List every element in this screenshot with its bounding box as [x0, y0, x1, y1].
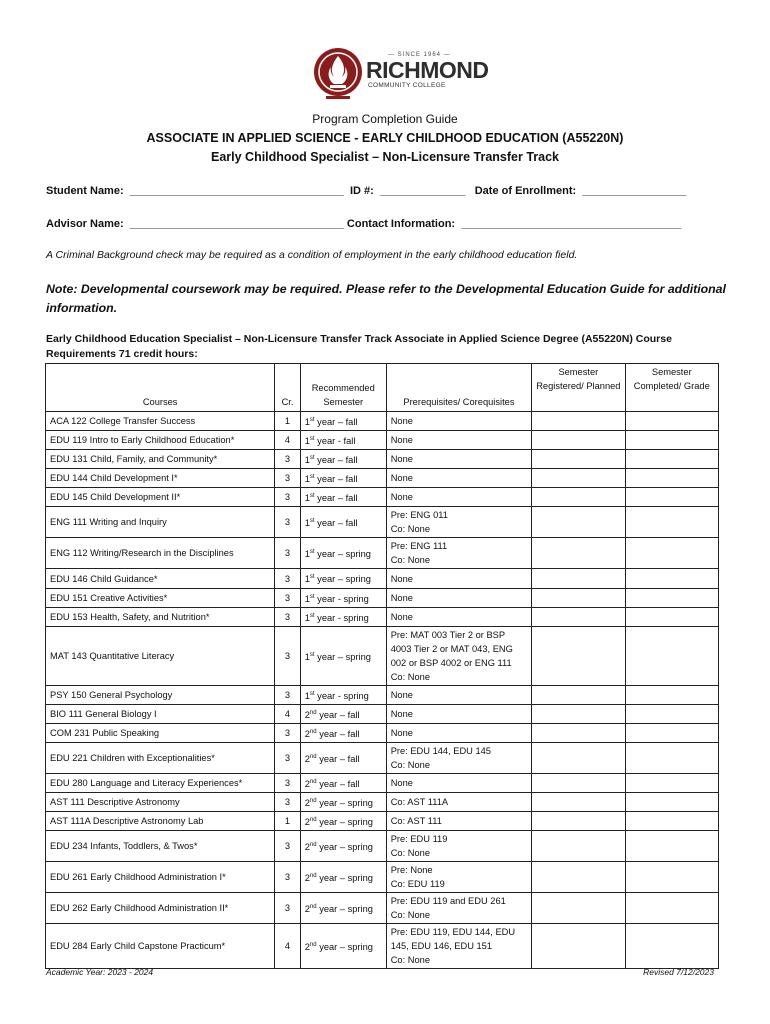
table-row: [46, 588, 719, 607]
year-number: 2: [304, 729, 310, 740]
table-row: [46, 831, 719, 862]
course-name: EDU 280 Language and Literacy Experiences*: [46, 774, 275, 793]
semester-registered-cell[interactable]: [532, 812, 625, 831]
year-suffix: st: [309, 493, 315, 500]
credit-hours: 3: [275, 488, 300, 507]
year-number: 1: [304, 651, 310, 662]
term-text: year – fall: [316, 729, 360, 740]
year-suffix: nd: [309, 728, 317, 735]
table-row: [46, 704, 719, 723]
semester-registered-cell[interactable]: [532, 607, 625, 626]
year-number: 2: [304, 779, 310, 790]
table-row: [46, 569, 719, 588]
semester-completed-cell[interactable]: [625, 704, 718, 723]
prerequisites: None: [386, 723, 531, 742]
prerequisites: None: [386, 412, 531, 431]
year-suffix: st: [309, 690, 315, 697]
table-row: [46, 812, 719, 831]
term-text: year – spring: [316, 904, 373, 915]
semester-completed-cell[interactable]: [625, 412, 718, 431]
semester-registered-cell[interactable]: [532, 862, 625, 893]
credit-hours: 3: [275, 862, 300, 893]
course-name: PSY 150 General Psychology: [46, 685, 275, 704]
semester-registered-cell[interactable]: [532, 774, 625, 793]
prerequisites: None: [386, 607, 531, 626]
recommended-semester: [300, 431, 386, 450]
table-row: [46, 743, 719, 774]
prerequisites: None: [386, 488, 531, 507]
semester-registered-cell[interactable]: [532, 924, 625, 969]
requirements-heading: Early Childhood Education Specialist – Non-Licensure Transfer Track Associate in Applied Science Degree (A55220N) Course Requirements 71 credit hours:: [46, 333, 672, 360]
semester-completed-cell[interactable]: [625, 626, 718, 685]
semester-registered-cell[interactable]: [532, 412, 625, 431]
term-text: year – fall: [314, 417, 358, 428]
term-text: year - fall: [314, 436, 356, 447]
guide-label: Program Completion Guide: [312, 112, 458, 126]
semester-registered-cell[interactable]: [532, 588, 625, 607]
table-row: [46, 893, 719, 924]
course-name: EDU 262 Early Childhood Administration II*: [46, 893, 275, 924]
semester-registered-cell[interactable]: [532, 685, 625, 704]
term-text: year – spring: [316, 842, 373, 853]
course-name: EDU 119 Intro to Early Childhood Education*: [46, 431, 275, 450]
prerequisites: Pre: EDU 119, EDU 144, EDU 145, EDU 146, EDU 151 Co: None: [386, 924, 531, 969]
prerequisites: Pre: EDU 119 and EDU 261 Co: None: [386, 893, 531, 924]
course-name: EDU 146 Child Guidance*: [46, 569, 275, 588]
year-number: 1: [304, 436, 310, 447]
credit-hours: 3: [275, 793, 300, 812]
course-name: EDU 284 Early Child Capstone Practicum*: [46, 924, 275, 969]
semester-registered-cell[interactable]: [532, 507, 625, 538]
term-text: year - spring: [314, 690, 369, 701]
course-name: EDU 261 Early Childhood Administration I*: [46, 862, 275, 893]
recommended-semester: [300, 626, 386, 685]
recommended-semester: [300, 774, 386, 793]
course-name: ENG 112 Writing/Research in the Disciplines: [46, 538, 275, 569]
year-suffix: st: [309, 549, 315, 556]
year-suffix: st: [309, 518, 315, 525]
table-row: [46, 685, 719, 704]
credit-hours: 3: [275, 450, 300, 469]
year-suffix: nd: [309, 779, 317, 786]
logo-subtitle: COMMUNITY COLLEGE: [368, 82, 446, 89]
semester-completed-cell[interactable]: [625, 893, 718, 924]
semester-completed-cell[interactable]: [625, 862, 718, 893]
prerequisites: None: [386, 588, 531, 607]
semester-completed-cell[interactable]: [625, 431, 718, 450]
semester-completed-cell[interactable]: [625, 924, 718, 969]
year-number: 1: [304, 518, 310, 529]
credit-hours: 3: [275, 538, 300, 569]
table-row: [46, 412, 719, 431]
credit-hours: 3: [275, 723, 300, 742]
semester-completed-cell[interactable]: [625, 538, 718, 569]
table-row: [46, 431, 719, 450]
semester-completed-cell[interactable]: [625, 831, 718, 862]
year-suffix: nd: [309, 817, 317, 824]
table-row: [46, 538, 719, 569]
term-text: year – spring: [316, 942, 373, 953]
semester-completed-cell[interactable]: [625, 507, 718, 538]
semester-registered-cell[interactable]: [532, 538, 625, 569]
semester-completed-cell[interactable]: [625, 588, 718, 607]
student-info-line[interactable]: Student Name: ___________________________________ ID #: ______________ Date of Enrollment: _________________: [46, 185, 687, 197]
credit-hours: 3: [275, 569, 300, 588]
year-suffix: st: [309, 651, 315, 658]
recommended-semester: [300, 723, 386, 742]
prerequisites: Pre: MAT 003 Tier 2 or BSP 4003 Tier 2 or MAT 043, ENG 002 or BSP 4002 or ENG 111 Co: None: [386, 626, 531, 685]
term-text: year – fall: [314, 518, 358, 529]
recommended-semester: [300, 569, 386, 588]
course-table: [45, 363, 719, 969]
recommended-semester: [300, 538, 386, 569]
term-text: year – fall: [316, 709, 360, 720]
header-completed: Semester Completed/ Grade: [625, 364, 718, 412]
year-number: 2: [304, 754, 310, 765]
table-row: [46, 607, 719, 626]
developmental-note: Note: Developmental coursework may be required. Please refer to the Developmental Education Guide for additional information.: [46, 282, 726, 315]
course-name: EDU 144 Child Development I*: [46, 469, 275, 488]
prerequisites: None: [386, 431, 531, 450]
recommended-semester: [300, 831, 386, 862]
logo-since-text: — SINCE 1964 —: [388, 52, 451, 58]
year-suffix: nd: [309, 842, 317, 849]
header-semester: Recommended Semester: [300, 364, 386, 412]
year-number: 2: [304, 942, 310, 953]
header-prereq: Prerequisites/ Corequisites: [386, 364, 531, 412]
year-suffix: st: [309, 612, 315, 619]
year-number: 1: [304, 455, 310, 466]
recommended-semester: [300, 862, 386, 893]
year-suffix: st: [309, 474, 315, 481]
prerequisites: None: [386, 685, 531, 704]
semester-registered-cell[interactable]: [532, 431, 625, 450]
logo-name: RICHMOND: [366, 57, 489, 83]
flame-seal-icon: [312, 44, 364, 106]
credit-hours: 3: [275, 831, 300, 862]
prerequisites: None: [386, 704, 531, 723]
table-row: [46, 450, 719, 469]
year-suffix: st: [309, 574, 315, 581]
table-row: [46, 774, 719, 793]
semester-completed-cell[interactable]: [625, 569, 718, 588]
semester-completed-cell[interactable]: [625, 607, 718, 626]
prerequisites: Pre: ENG 011 Co: None: [386, 507, 531, 538]
table-row: [46, 626, 719, 685]
term-text: year – fall: [316, 754, 360, 765]
course-name: EDU 153 Health, Safety, and Nutrition*: [46, 607, 275, 626]
credit-hours: 4: [275, 704, 300, 723]
credit-hours: 1: [275, 812, 300, 831]
term-text: year – spring: [314, 574, 371, 585]
recommended-semester: [300, 743, 386, 774]
prerequisites: Pre: EDU 144, EDU 145 Co: None: [386, 743, 531, 774]
recommended-semester: [300, 469, 386, 488]
term-text: year – spring: [316, 873, 373, 884]
course-name: EDU 131 Child, Family, and Community*: [46, 450, 275, 469]
recommended-semester: [300, 704, 386, 723]
term-text: year – fall: [314, 455, 358, 466]
prerequisites: None: [386, 450, 531, 469]
program-title: ASSOCIATE IN APPLIED SCIENCE - EARLY CHILDHOOD EDUCATION (A55220N): [146, 131, 624, 145]
prerequisites: Pre: None Co: EDU 119: [386, 862, 531, 893]
table-row: [46, 793, 719, 812]
year-number: 2: [304, 798, 310, 809]
term-text: year – spring: [316, 798, 373, 809]
semester-completed-cell[interactable]: [625, 450, 718, 469]
term-text: year – spring: [314, 549, 371, 560]
semester-registered-cell[interactable]: [532, 831, 625, 862]
year-number: 2: [304, 842, 310, 853]
academic-year: Academic Year: 2023 - 2024: [46, 967, 154, 977]
year-number: 1: [304, 612, 310, 623]
semester-registered-cell[interactable]: [532, 893, 625, 924]
year-number: 1: [304, 593, 310, 604]
credit-hours: 1: [275, 412, 300, 431]
credit-hours: 3: [275, 588, 300, 607]
college-logo: [312, 44, 489, 106]
credit-hours: 3: [275, 626, 300, 685]
year-number: 1: [304, 690, 310, 701]
term-text: year – fall: [314, 474, 358, 485]
table-row: [46, 723, 719, 742]
year-number: 2: [304, 709, 310, 720]
term-text: year - spring: [314, 593, 369, 604]
credit-hours: 3: [275, 743, 300, 774]
credit-hours: 3: [275, 685, 300, 704]
semester-registered-cell[interactable]: [532, 723, 625, 742]
recommended-semester: [300, 924, 386, 969]
table-row: [46, 862, 719, 893]
year-number: 2: [304, 817, 310, 828]
prerequisites: Co: AST 111: [386, 812, 531, 831]
credit-hours: 4: [275, 431, 300, 450]
credit-hours: 3: [275, 774, 300, 793]
year-suffix: nd: [309, 798, 317, 805]
advisor-info-line[interactable]: Advisor Name: ___________________________________ Contact Information: ____________________________________: [46, 218, 682, 230]
year-suffix: nd: [309, 753, 317, 760]
semester-registered-cell[interactable]: [532, 450, 625, 469]
course-name: EDU 145 Child Development II*: [46, 488, 275, 507]
recommended-semester: [300, 793, 386, 812]
year-number: 2: [304, 873, 310, 884]
semester-registered-cell[interactable]: [532, 469, 625, 488]
year-number: 1: [304, 417, 310, 428]
year-suffix: st: [309, 455, 315, 462]
recommended-semester: [300, 893, 386, 924]
recommended-semester: [300, 488, 386, 507]
recommended-semester: [300, 685, 386, 704]
prerequisites: Co: AST 111A: [386, 793, 531, 812]
term-text: year – spring: [314, 651, 371, 662]
term-text: year – spring: [316, 817, 373, 828]
criminal-check-notice: A Criminal Background check may be required as a condition of employment in the early childhood education field.: [46, 249, 578, 261]
prerequisites: Pre: EDU 119 Co: None: [386, 831, 531, 862]
prerequisites: None: [386, 569, 531, 588]
revised-date: Revised 7/12/2023: [643, 967, 714, 977]
semester-registered-cell[interactable]: [532, 626, 625, 685]
course-name: COM 231 Public Speaking: [46, 723, 275, 742]
semester-completed-cell[interactable]: [625, 723, 718, 742]
credit-hours: 3: [275, 893, 300, 924]
semester-registered-cell[interactable]: [532, 743, 625, 774]
course-name: EDU 234 Infants, Toddlers, & Twos*: [46, 831, 275, 862]
semester-registered-cell[interactable]: [532, 793, 625, 812]
semester-completed-cell[interactable]: [625, 469, 718, 488]
semester-registered-cell[interactable]: [532, 569, 625, 588]
semester-registered-cell[interactable]: [532, 488, 625, 507]
header-credits: Cr.: [275, 364, 300, 412]
course-name: EDU 221 Children with Exceptionalities*: [46, 743, 275, 774]
course-name: BIO 111 General Biology I: [46, 704, 275, 723]
term-text: year – fall: [316, 779, 360, 790]
recommended-semester: [300, 450, 386, 469]
semester-completed-cell[interactable]: [625, 812, 718, 831]
semester-completed-cell[interactable]: [625, 743, 718, 774]
credit-hours: 4: [275, 924, 300, 969]
prerequisites: None: [386, 774, 531, 793]
year-suffix: nd: [309, 873, 317, 880]
prerequisites: Pre: ENG 111 Co: None: [386, 538, 531, 569]
course-name: MAT 143 Quantitative Literacy: [46, 626, 275, 685]
header-courses: Courses: [46, 364, 275, 412]
year-suffix: st: [309, 436, 315, 443]
year-suffix: st: [309, 417, 315, 423]
course-name: EDU 151 Creative Activities*: [46, 588, 275, 607]
recommended-semester: [300, 588, 386, 607]
prerequisites: None: [386, 469, 531, 488]
course-name: AST 111 Descriptive Astronomy: [46, 793, 275, 812]
recommended-semester: [300, 412, 386, 431]
semester-completed-cell[interactable]: [625, 685, 718, 704]
track-title: Early Childhood Specialist – Non-Licensure Transfer Track: [210, 150, 560, 164]
table-row: [46, 924, 719, 969]
year-number: 1: [304, 474, 310, 485]
semester-completed-cell[interactable]: [625, 774, 718, 793]
course-name: ACA 122 College Transfer Success: [46, 412, 275, 431]
year-number: 1: [304, 574, 310, 585]
course-name: ENG 111 Writing and Inquiry: [46, 507, 275, 538]
semester-registered-cell[interactable]: [532, 704, 625, 723]
year-suffix: nd: [309, 709, 317, 716]
year-suffix: nd: [309, 904, 317, 911]
year-number: 1: [304, 549, 310, 560]
year-number: 1: [304, 493, 310, 504]
table-row: [46, 469, 719, 488]
credit-hours: 3: [275, 469, 300, 488]
term-text: year - spring: [314, 612, 369, 623]
semester-completed-cell[interactable]: [625, 793, 718, 812]
credit-hours: 3: [275, 507, 300, 538]
table-row: [46, 507, 719, 538]
recommended-semester: [300, 607, 386, 626]
credit-hours: 3: [275, 607, 300, 626]
table-row: [46, 488, 719, 507]
year-suffix: st: [309, 593, 315, 600]
semester-completed-cell[interactable]: [625, 488, 718, 507]
year-number: 2: [304, 904, 310, 915]
year-suffix: nd: [309, 942, 317, 949]
recommended-semester: [300, 812, 386, 831]
header-registered: Semester Registered/ Planned: [532, 364, 625, 412]
course-name: AST 111A Descriptive Astronomy Lab: [46, 812, 275, 831]
term-text: year – fall: [314, 493, 358, 504]
recommended-semester: [300, 507, 386, 538]
